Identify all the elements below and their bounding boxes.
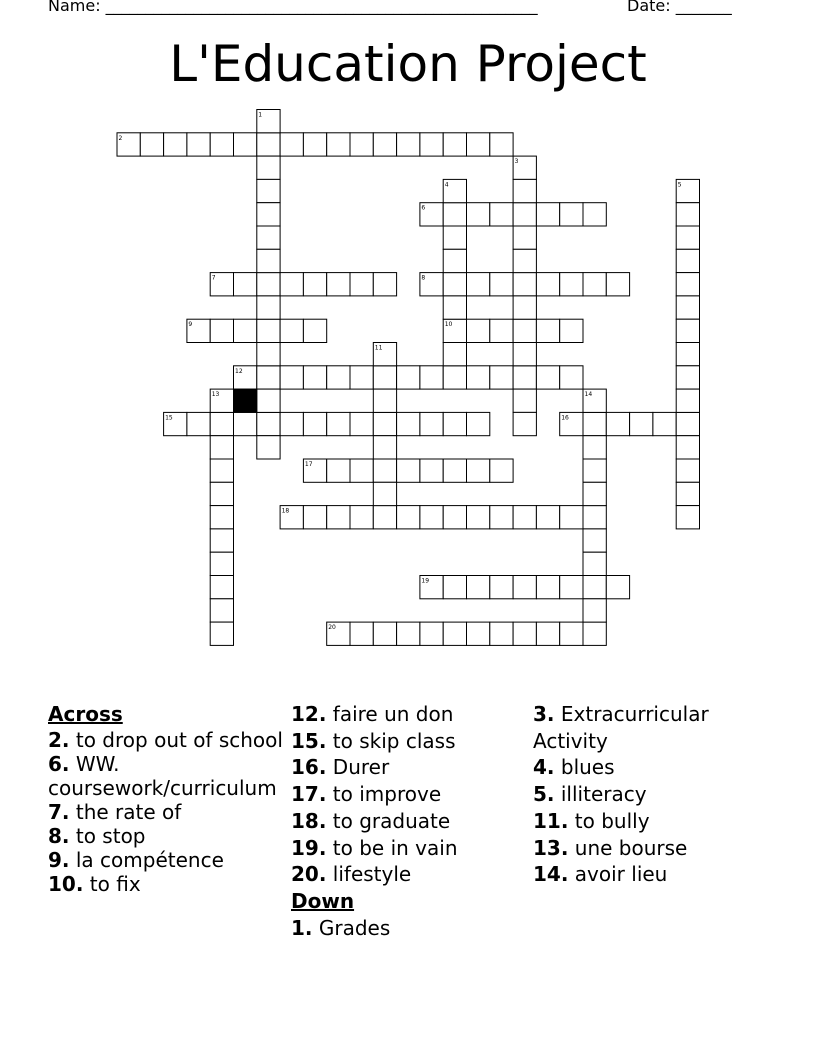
grid-cell[interactable] <box>210 319 233 342</box>
grid-cell[interactable] <box>327 459 350 482</box>
grid-cell[interactable] <box>210 412 233 435</box>
clue-item <box>533 754 773 781</box>
grid-cell[interactable] <box>513 366 536 389</box>
grid-cell[interactable] <box>210 459 233 482</box>
grid-cell[interactable] <box>257 296 280 319</box>
grid-cell[interactable] <box>513 179 536 202</box>
grid-cell[interactable] <box>210 529 233 552</box>
clue-number: 13. <box>533 835 569 860</box>
grid-cell[interactable] <box>467 366 490 389</box>
grid-cell[interactable] <box>676 366 699 389</box>
grid-cell[interactable] <box>583 459 606 482</box>
grid-clue-number: 13 <box>211 391 220 399</box>
grid-cell[interactable] <box>303 412 326 435</box>
grid-cell[interactable] <box>210 576 233 599</box>
grid-cell[interactable] <box>513 249 536 272</box>
grid-cell[interactable] <box>210 436 233 459</box>
grid-cell[interactable] <box>443 576 466 599</box>
grid-cell[interactable] <box>257 249 280 272</box>
grid-cell[interactable] <box>443 133 466 156</box>
clue-item <box>533 701 773 754</box>
grid-cell[interactable] <box>467 576 490 599</box>
grid-cell[interactable] <box>513 576 536 599</box>
grid-clue-number: 10 <box>444 321 453 329</box>
clue-text: to bully <box>568 808 650 833</box>
grid-cell[interactable] <box>327 506 350 529</box>
grid-cell[interactable] <box>210 482 233 505</box>
clue-item <box>533 835 773 862</box>
grid-cell[interactable] <box>583 273 606 296</box>
grid-cell[interactable] <box>303 273 326 296</box>
grid-cell[interactable] <box>397 412 420 435</box>
grid-cell[interactable] <box>536 203 559 226</box>
grid-cell[interactable] <box>676 249 699 272</box>
grid-cell[interactable] <box>443 366 466 389</box>
grid-cell[interactable] <box>350 459 373 482</box>
grid-clue-number: 14 <box>584 391 593 399</box>
grid-cell[interactable] <box>583 529 606 552</box>
clue-text: WW. coursework/curriculum <box>48 751 277 800</box>
grid-cell[interactable] <box>676 412 699 435</box>
grid-cell[interactable] <box>397 133 420 156</box>
grid-cell[interactable] <box>443 226 466 249</box>
grid-cell[interactable] <box>210 552 233 575</box>
down-clue-list-continued <box>533 701 773 888</box>
down-clue-list <box>291 915 529 942</box>
clue-text: the rate of <box>69 799 182 824</box>
clue-number: 7. <box>48 799 70 824</box>
clue-text: avoir lieu <box>568 862 668 887</box>
down-heading: Down <box>291 888 355 913</box>
grid-cell[interactable] <box>490 273 513 296</box>
grid-cell[interactable] <box>257 226 280 249</box>
clue-item <box>48 824 286 848</box>
grid-cell[interactable] <box>373 133 396 156</box>
clue-text: to skip class <box>326 728 456 753</box>
clue-number: 1. <box>291 915 313 940</box>
clue-item <box>291 808 529 835</box>
grid-cell[interactable] <box>583 436 606 459</box>
grid-clue-number: 11 <box>374 344 383 352</box>
grid-clue-number: 9 <box>188 321 193 329</box>
clue-number: 11. <box>533 808 569 833</box>
grid-cell[interactable] <box>373 622 396 645</box>
grid-cell[interactable] <box>210 622 233 645</box>
grid-cell[interactable] <box>467 412 490 435</box>
grid-cell[interactable] <box>513 622 536 645</box>
clue-number: 5. <box>533 782 555 807</box>
grid-cell[interactable] <box>513 343 536 366</box>
grid-cell[interactable] <box>373 459 396 482</box>
grid-clue-number: 18 <box>281 507 290 515</box>
clue-column-1 <box>48 701 286 896</box>
clue-text: to graduate <box>326 808 451 833</box>
grid-cell[interactable] <box>257 412 280 435</box>
grid-cell[interactable] <box>606 576 629 599</box>
grid-cell[interactable] <box>257 203 280 226</box>
clue-item <box>48 800 286 824</box>
grid-cell[interactable] <box>606 412 629 435</box>
grid-cell[interactable] <box>257 343 280 366</box>
clue-number: 10. <box>48 871 84 896</box>
grid-clue-number: 6 <box>421 204 426 212</box>
grid-cell[interactable] <box>257 179 280 202</box>
grid-cell[interactable] <box>513 389 536 412</box>
grid-clue-number: 16 <box>561 414 569 422</box>
grid-cell[interactable] <box>583 552 606 575</box>
grid-cell[interactable] <box>676 459 699 482</box>
grid-cell[interactable] <box>373 412 396 435</box>
grid-cell[interactable] <box>513 506 536 529</box>
clue-item <box>291 915 529 942</box>
grid-cell[interactable] <box>350 273 373 296</box>
clue-item <box>291 728 529 755</box>
grid-cell[interactable] <box>676 319 699 342</box>
grid-clue-number: 20 <box>328 624 336 632</box>
grid-cell[interactable] <box>303 366 326 389</box>
grid-cell[interactable] <box>257 156 280 179</box>
grid-cell[interactable] <box>257 436 280 459</box>
grid-cell[interactable] <box>164 133 187 156</box>
grid-cell[interactable] <box>583 576 606 599</box>
grid-cell[interactable] <box>676 273 699 296</box>
grid-cell[interactable] <box>373 389 396 412</box>
grid-cell[interactable] <box>257 133 280 156</box>
grid-cell[interactable] <box>303 319 326 342</box>
clue-text: to stop <box>69 823 146 848</box>
grid-cell[interactable] <box>443 273 466 296</box>
grid-cell[interactable] <box>490 576 513 599</box>
grid-cell[interactable] <box>583 599 606 622</box>
grid-cell[interactable] <box>676 389 699 412</box>
clue-item <box>533 808 773 835</box>
grid-cell[interactable] <box>513 273 536 296</box>
grid-cell[interactable] <box>280 366 303 389</box>
grid-cell[interactable] <box>513 226 536 249</box>
grid-clue-number: 19 <box>421 577 430 585</box>
grid-cell[interactable] <box>443 622 466 645</box>
clue-item <box>48 728 286 752</box>
grid-cell[interactable] <box>443 296 466 319</box>
grid-cell[interactable] <box>234 319 257 342</box>
grid-cell[interactable] <box>234 412 257 435</box>
grid-cell[interactable] <box>560 366 583 389</box>
grid-cell[interactable] <box>327 412 350 435</box>
clue-text: to fix <box>83 871 141 896</box>
clue-text: to drop out of school <box>69 727 283 752</box>
grid-cell[interactable] <box>443 412 466 435</box>
clue-item <box>291 754 529 781</box>
grid-cell[interactable] <box>397 366 420 389</box>
grid-cell[interactable] <box>443 506 466 529</box>
grid-block <box>234 389 257 412</box>
clue-number: 19. <box>291 835 327 860</box>
grid-cell[interactable] <box>467 459 490 482</box>
clue-item <box>533 781 773 808</box>
grid-cell[interactable] <box>583 482 606 505</box>
grid-cell[interactable] <box>513 319 536 342</box>
grid-cell[interactable] <box>536 576 559 599</box>
grid-cell[interactable] <box>420 412 443 435</box>
clue-text: une bourse <box>568 835 688 860</box>
grid-clue-number: 17 <box>304 461 313 468</box>
grid-cell[interactable] <box>210 133 233 156</box>
clue-item <box>291 861 529 888</box>
clue-item <box>48 752 286 800</box>
grid-cell[interactable] <box>490 622 513 645</box>
grid-cell[interactable] <box>420 506 443 529</box>
clue-text: Extracurricular Activity <box>533 702 709 753</box>
grid-cell[interactable] <box>140 133 163 156</box>
grid-clue-number: 3 <box>514 158 519 166</box>
grid-cell[interactable] <box>490 319 513 342</box>
clue-number: 3. <box>533 702 555 726</box>
clue-number: 14. <box>533 862 569 887</box>
date-field[interactable]: Date: _______ <box>627 0 732 15</box>
grid-cell[interactable] <box>467 622 490 645</box>
grid-cell[interactable] <box>303 506 326 529</box>
clue-number: 12. <box>291 702 327 726</box>
grid-cell[interactable] <box>513 296 536 319</box>
grid-cell[interactable] <box>467 133 490 156</box>
grid-cell[interactable] <box>420 622 443 645</box>
grid-cell[interactable] <box>560 576 583 599</box>
name-field[interactable]: Name: ______________________________________________________ <box>48 0 538 15</box>
across-clue-list <box>48 728 286 896</box>
grid-cell[interactable] <box>350 133 373 156</box>
grid-cell[interactable] <box>536 506 559 529</box>
grid-cell[interactable] <box>536 273 559 296</box>
grid-cell[interactable] <box>467 319 490 342</box>
grid-cell[interactable] <box>467 203 490 226</box>
grid-cell[interactable] <box>350 622 373 645</box>
clue-number: 16. <box>291 755 327 780</box>
grid-cell[interactable] <box>513 412 536 435</box>
grid-cell[interactable] <box>443 459 466 482</box>
clue-number: 8. <box>48 823 70 848</box>
grid-cell[interactable] <box>397 506 420 529</box>
clue-text: Durer <box>326 755 390 780</box>
grid-cell[interactable] <box>280 412 303 435</box>
grid-cell[interactable] <box>490 506 513 529</box>
grid-cell[interactable] <box>373 482 396 505</box>
clue-text: to be in vain <box>326 835 458 860</box>
grid-cell[interactable] <box>583 622 606 645</box>
grid-cell[interactable] <box>653 412 676 435</box>
grid-cell[interactable] <box>443 203 466 226</box>
grid-cell[interactable] <box>490 366 513 389</box>
across-clue-list-continued <box>291 701 529 888</box>
grid-cell[interactable] <box>443 343 466 366</box>
grid-clue-number: 7 <box>211 274 216 282</box>
grid-cell[interactable] <box>257 389 280 412</box>
grid-cell[interactable] <box>490 203 513 226</box>
grid-cell[interactable] <box>350 506 373 529</box>
grid-clue-number: 5 <box>677 181 682 189</box>
grid-cell[interactable] <box>420 133 443 156</box>
grid-cell[interactable] <box>676 506 699 529</box>
page-title: L'Education Project <box>169 35 647 93</box>
grid-cell[interactable] <box>490 133 513 156</box>
clue-text: blues <box>554 755 615 780</box>
grid-cell[interactable] <box>373 436 396 459</box>
grid-clue-number: 15 <box>165 414 173 422</box>
grid-cell[interactable] <box>210 506 233 529</box>
clue-text: lifestyle <box>326 862 412 887</box>
grid-clue-number: 8 <box>421 274 426 282</box>
clue-number: 4. <box>533 755 555 780</box>
clue-number: 6. <box>48 751 70 776</box>
clue-item <box>291 701 529 728</box>
grid-cell[interactable] <box>583 506 606 529</box>
grid-cell[interactable] <box>676 482 699 505</box>
clue-number: 20. <box>291 862 327 887</box>
grid-cell[interactable] <box>676 296 699 319</box>
grid-cell[interactable] <box>560 506 583 529</box>
grid-cell[interactable] <box>560 319 583 342</box>
clue-text: Grades <box>312 915 391 940</box>
grid-cell[interactable] <box>676 436 699 459</box>
clue-column-3 <box>533 701 773 888</box>
grid-clue-number: 1 <box>258 111 263 119</box>
grid-cell[interactable] <box>373 366 396 389</box>
clue-number: 2. <box>48 727 70 752</box>
grid-cell[interactable] <box>280 273 303 296</box>
clue-item <box>291 781 529 808</box>
grid-cell[interactable] <box>443 249 466 272</box>
grid-cell[interactable] <box>350 366 373 389</box>
grid-cell[interactable] <box>536 319 559 342</box>
grid-cell[interactable] <box>606 273 629 296</box>
clue-text: faire un don <box>326 702 454 726</box>
grid-cell[interactable] <box>676 343 699 366</box>
clue-item <box>291 835 529 862</box>
grid-clue-number: 12 <box>235 367 243 375</box>
grid-cell[interactable] <box>303 133 326 156</box>
grid-cell[interactable] <box>583 203 606 226</box>
grid-clue-number: 2 <box>118 134 123 142</box>
clue-item <box>48 872 286 896</box>
grid-cell[interactable] <box>420 366 443 389</box>
grid-cell[interactable] <box>676 203 699 226</box>
grid-cell[interactable] <box>234 133 257 156</box>
grid-cell[interactable] <box>187 133 210 156</box>
grid-cell[interactable] <box>583 412 606 435</box>
clue-number: 9. <box>48 847 70 872</box>
clue-text: illiteracy <box>554 782 647 807</box>
grid-cell[interactable] <box>420 459 443 482</box>
grid-cell[interactable] <box>467 273 490 296</box>
grid-cell[interactable] <box>397 459 420 482</box>
grid-cell[interactable] <box>327 273 350 296</box>
grid-cell[interactable] <box>187 412 210 435</box>
clue-text: la compétence <box>69 847 224 872</box>
clue-number: 17. <box>291 782 327 807</box>
grid-cell[interactable] <box>327 133 350 156</box>
across-heading: Across <box>48 702 123 726</box>
grid-cell[interactable] <box>490 459 513 482</box>
grid-cell[interactable] <box>257 319 280 342</box>
grid-cell[interactable] <box>210 599 233 622</box>
grid-cell[interactable] <box>560 622 583 645</box>
grid-cell[interactable] <box>676 226 699 249</box>
grid-cell[interactable] <box>280 133 303 156</box>
grid-cell[interactable] <box>234 273 257 296</box>
grid-cell[interactable] <box>257 273 280 296</box>
grid-cell[interactable] <box>327 366 350 389</box>
grid-cell[interactable] <box>373 506 396 529</box>
grid-cell[interactable] <box>373 273 396 296</box>
grid-cell[interactable] <box>536 622 559 645</box>
grid-cell[interactable] <box>467 506 490 529</box>
clue-text: to improve <box>326 782 442 807</box>
grid-cells <box>117 110 700 646</box>
clue-number: 15. <box>291 728 327 753</box>
clue-column-2 <box>291 701 529 941</box>
grid-cell[interactable] <box>630 412 653 435</box>
grid-cell[interactable] <box>257 366 280 389</box>
grid-clue-number: 4 <box>444 181 449 189</box>
grid-cell[interactable] <box>280 319 303 342</box>
clue-item <box>48 848 286 872</box>
grid-cell[interactable] <box>536 366 559 389</box>
grid-cell[interactable] <box>397 622 420 645</box>
clue-number: 18. <box>291 808 327 833</box>
grid-cell[interactable] <box>560 273 583 296</box>
grid-cell[interactable] <box>350 412 373 435</box>
grid-cell[interactable] <box>513 203 536 226</box>
grid-cell[interactable] <box>560 203 583 226</box>
clue-item <box>533 861 773 888</box>
